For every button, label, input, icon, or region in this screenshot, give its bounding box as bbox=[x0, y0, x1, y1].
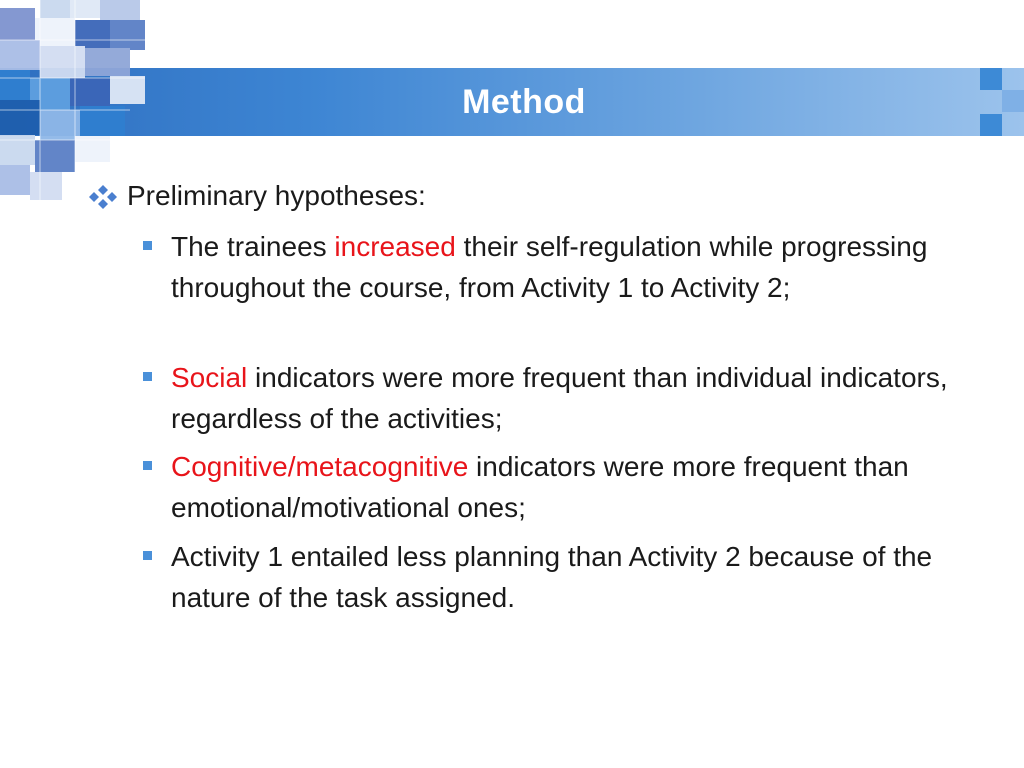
cube-logo-icon bbox=[0, 0, 150, 200]
bullet-text: The trainees bbox=[171, 231, 335, 262]
square-bullet-icon bbox=[143, 461, 152, 470]
highlight-text: increased bbox=[334, 231, 456, 262]
highlight-text: Cognitive/metacognitive bbox=[171, 451, 469, 482]
highlight-text: Social bbox=[171, 362, 248, 393]
square-bullet-icon bbox=[143, 241, 152, 250]
checker-decoration-icon bbox=[980, 68, 1024, 136]
slide-title: Method bbox=[462, 83, 586, 121]
diamond-bullet-icon bbox=[88, 184, 118, 210]
bullet-text: indicators were more frequent than emotional/motivational ones; bbox=[171, 451, 909, 523]
bullet-text: their self-regulation while progressing throughout the course, from Activity 1 to Activity 2; bbox=[171, 231, 928, 303]
square-bullet-icon bbox=[143, 372, 152, 381]
bullet-text: Activity 1 entailed less planning than Activity 2 because of the nature of the task assigned. bbox=[171, 541, 933, 613]
heading-text: Preliminary hypotheses: bbox=[127, 180, 426, 211]
bullet-text: indicators were more frequent than individual indicators, regardless of the activities; bbox=[171, 362, 948, 434]
square-bullet-icon bbox=[143, 551, 152, 560]
